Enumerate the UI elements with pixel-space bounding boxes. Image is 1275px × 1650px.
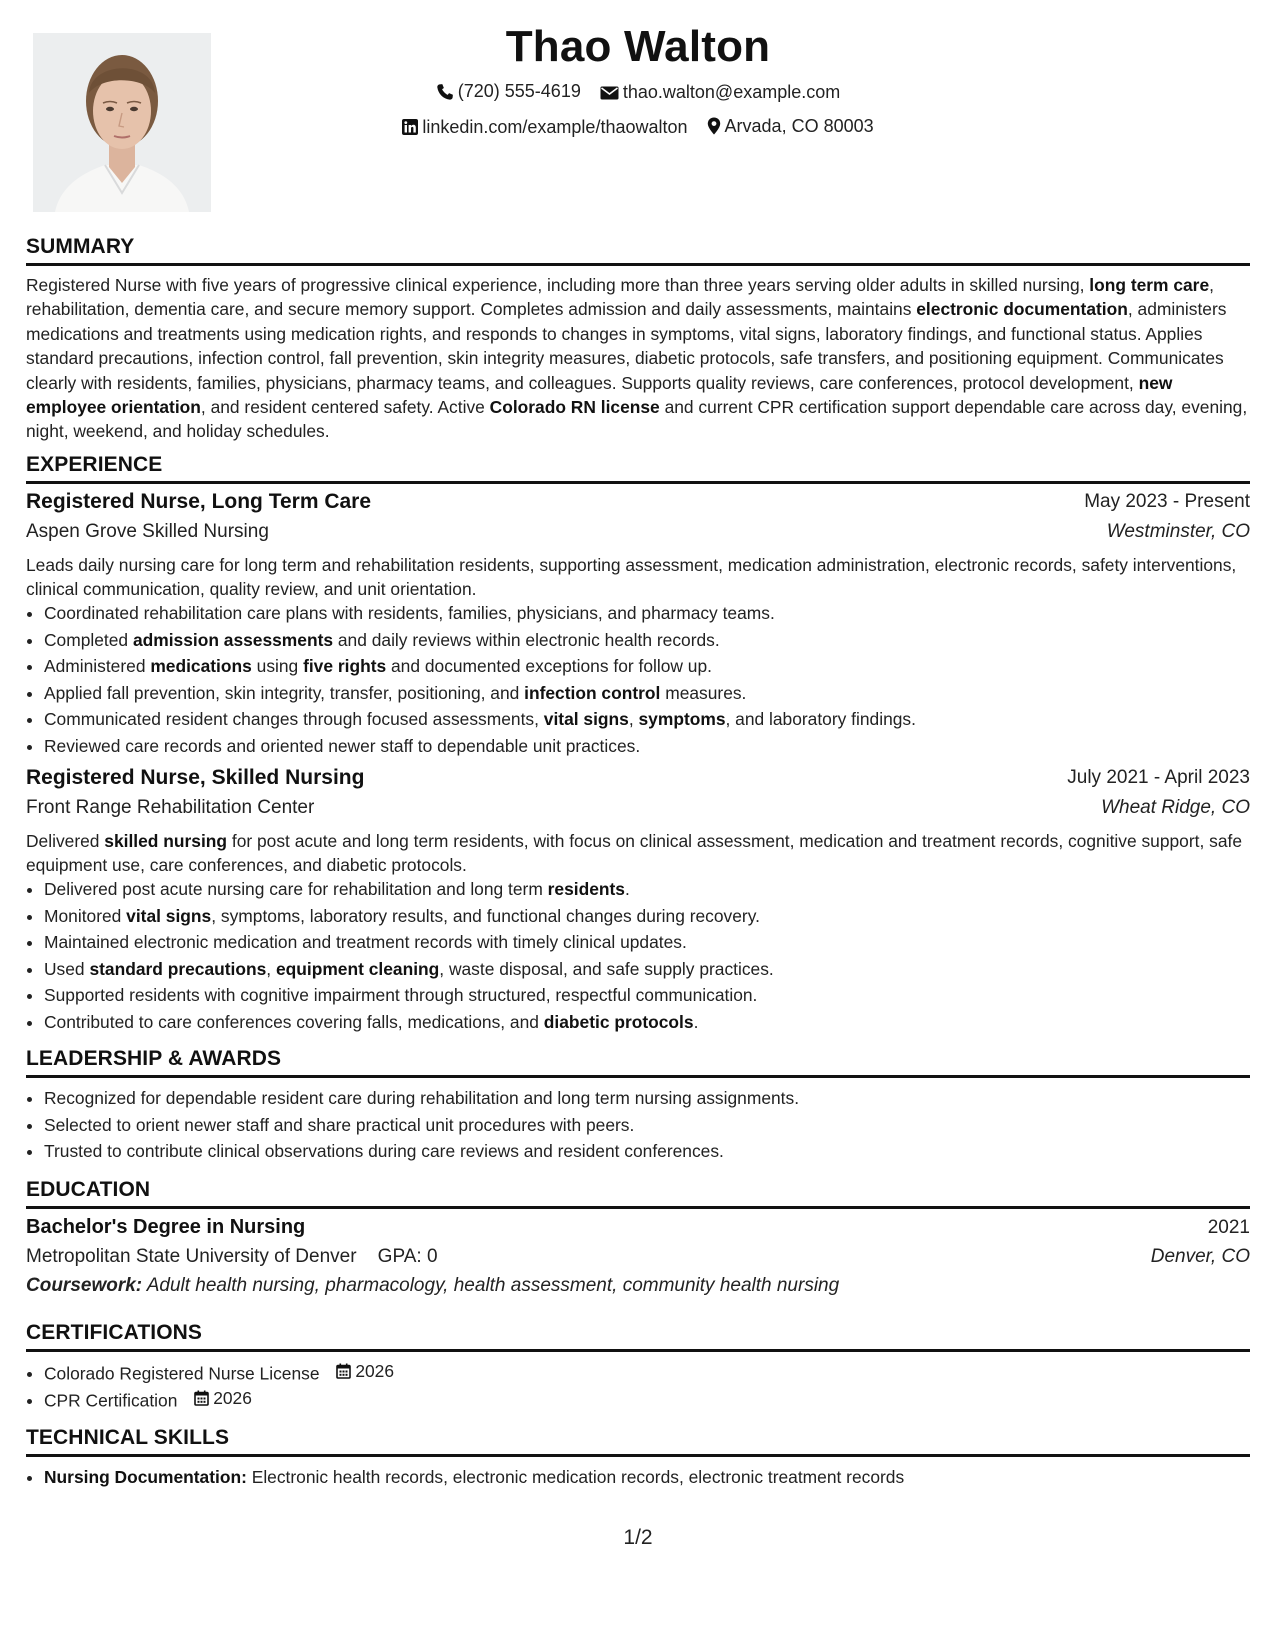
list-item: • Recognized for dependable resident care during rehabilitation and long term nursing assignments. [44,1085,1250,1112]
list-item: • Used standard precautions, equipment cleaning, waste disposal, and safe supply practices. [44,956,1250,983]
location-text: Arvada, CO 80003 [724,115,874,136]
skills-list [26,1464,1250,1491]
degree-title: Bachelor's Degree in Nursing [26,1216,306,1238]
certification-name: Colorado Registered Nurse License [44,1363,320,1384]
list-item: • Maintained electronic medication and treatment records with timely clinical updates. [44,929,1250,956]
map-marker-icon [707,117,721,135]
resume-header [26,18,1250,145]
job-employer: Front Range Rehabilitation Center [26,797,315,818]
summary-divider [26,263,1250,266]
calendar-icon [336,1363,351,1379]
job-dates: July 2021 - April 2023 [1067,767,1250,788]
leadership-heading: LEADERSHIP & AWARDS [26,1047,282,1070]
certification-date: 2026 [336,1358,394,1385]
contact-line-2 [26,111,1250,146]
linkedin-icon [402,119,418,135]
page-number: 1/2 [623,1526,653,1549]
linkedin-contact[interactable] [402,112,687,143]
list-item: • Supported residents with cognitive impairment through structured, respectful communication. [44,982,1250,1009]
list-item: • Communicated resident changes through focused assessments, vital signs, symptoms, and laboratory findings. [44,706,1250,733]
job-description: Leads daily nursing care for long term and rehabilitation residents, supporting assessment, medication administration, electronic records, safety interventions, clinical communication, quality review, and unit orientation. [26,555,1237,600]
experience-divider [26,481,1250,484]
linkedin-text: linkedin.com/example/thaowalton [422,116,688,137]
job-bullets [26,876,1250,1035]
list-item: • Trusted to contribute clinical observations during care reviews and resident conferences. [44,1138,1250,1165]
summary-heading: SUMMARY [26,235,135,258]
job-bullets [26,600,1250,759]
list-item: • Reviewed care records and oriented newer staff to dependable unit practices. [44,733,1250,760]
list-item: • Coordinated rehabilitation care plans with residents, families, physicians, and pharmacy teams. [44,600,1250,627]
job-location: Wheat Ridge, CO [1101,797,1250,818]
resume-page [26,0,1250,1650]
leadership-divider [26,1075,1250,1078]
education-divider [26,1206,1250,1209]
education-heading: EDUCATION [26,1178,151,1201]
location-contact [707,111,874,142]
list-item [44,1385,1250,1412]
list-item: • Completed admission assessments and daily reviews within electronic health records. [44,627,1250,654]
summary-text: Registered Nurse with five years of progressive clinical experience, including more than three years serving older adults in skilled nursing, long term care, rehabilitation, dementia care, and secure memory support. Completes admission and daily assessments, maintains electronic documentation, administers medications and treatments using medication rights, and responds to changes in symptoms, vital signs, laboratory findings, and functional status. Applies standard precautions, infection control, fall prevention, skin integrity measures, diabetic protocols, safe transfers, and positioning equipment. Communicates clearly with residents, families, physicians, pharmacy teams, and colleagues. Supports quality reviews, care conferences, protocol development, new employee orientation, and resident centered safety. Active Colorado RN license and current CPR certification support dependable care across day, evening, night, weekend, and holiday schedules. [26,275,1248,442]
phone-text: (720) 555-4619 [457,81,581,101]
certifications-heading: CERTIFICATIONS [26,1321,203,1344]
email-contact[interactable] [600,77,840,108]
phone-icon [436,83,454,101]
list-item: • Contributed to care conferences covering falls, medications, and diabetic protocols. [44,1009,1250,1036]
job-description: Delivered skilled nursing for post acute and long term residents, with focus on clinical assessment, medication and treatment records, cognitive support, safe equipment use, care conferences, and diabetic protocols. [26,831,1242,876]
skills-heading: TECHNICAL SKILLS [26,1426,230,1449]
coursework: Coursework: Adult health nursing, pharmacology, health assessment, community health nursing [26,1275,840,1296]
envelope-icon [600,85,619,101]
list-item [44,1464,1250,1491]
list-item [44,1358,1250,1385]
school-name: Metropolitan State University of Denver GPA: 0 [26,1246,438,1267]
list-item: • Administered medications using five rights and documented exceptions for follow up. [44,653,1250,680]
job-employer: Aspen Grove Skilled Nursing [26,521,269,542]
school-location: Denver, CO [1150,1246,1250,1267]
job-title: Registered Nurse, Skilled Nursing [26,766,365,789]
experience-heading: EXPERIENCE [26,453,163,476]
certification-date: 2026 [194,1385,252,1412]
calendar-icon [194,1390,209,1406]
job-title: Registered Nurse, Long Term Care [26,490,372,513]
contact-line-1 [26,76,1250,111]
list-item: • Monitored vital signs, symptoms, laboratory results, and functional changes during recovery. [44,903,1250,930]
list-item: • Selected to orient newer staff and share practical unit procedures with peers. [44,1112,1250,1139]
phone-contact[interactable] [436,76,581,107]
candidate-name: Thao Walton [505,22,771,71]
job-location: Westminster, CO [1106,521,1250,542]
certifications-list [26,1358,1250,1411]
skills-divider [26,1454,1250,1457]
leadership-bullets [26,1085,1250,1165]
certifications-divider [26,1349,1250,1352]
coursework-label: Coursework: [26,1275,143,1296]
list-item: • Applied fall prevention, skin integrity, transfer, positioning, and infection control measures. [44,680,1250,707]
email-text: thao.walton@example.com [622,82,841,102]
certification-name: CPR Certification [44,1389,178,1410]
skill-category: Nursing Documentation: [44,1467,247,1487]
job-dates: May 2023 - Present [1084,491,1250,512]
skill-values: Electronic health records, electronic medication records, electronic treatment records [246,1467,905,1487]
graduation-year: 2021 [1207,1217,1250,1238]
list-item: • Delivered post acute nursing care for rehabilitation and long term residents. [44,876,1250,903]
gpa-text: GPA: 0 [377,1246,438,1267]
